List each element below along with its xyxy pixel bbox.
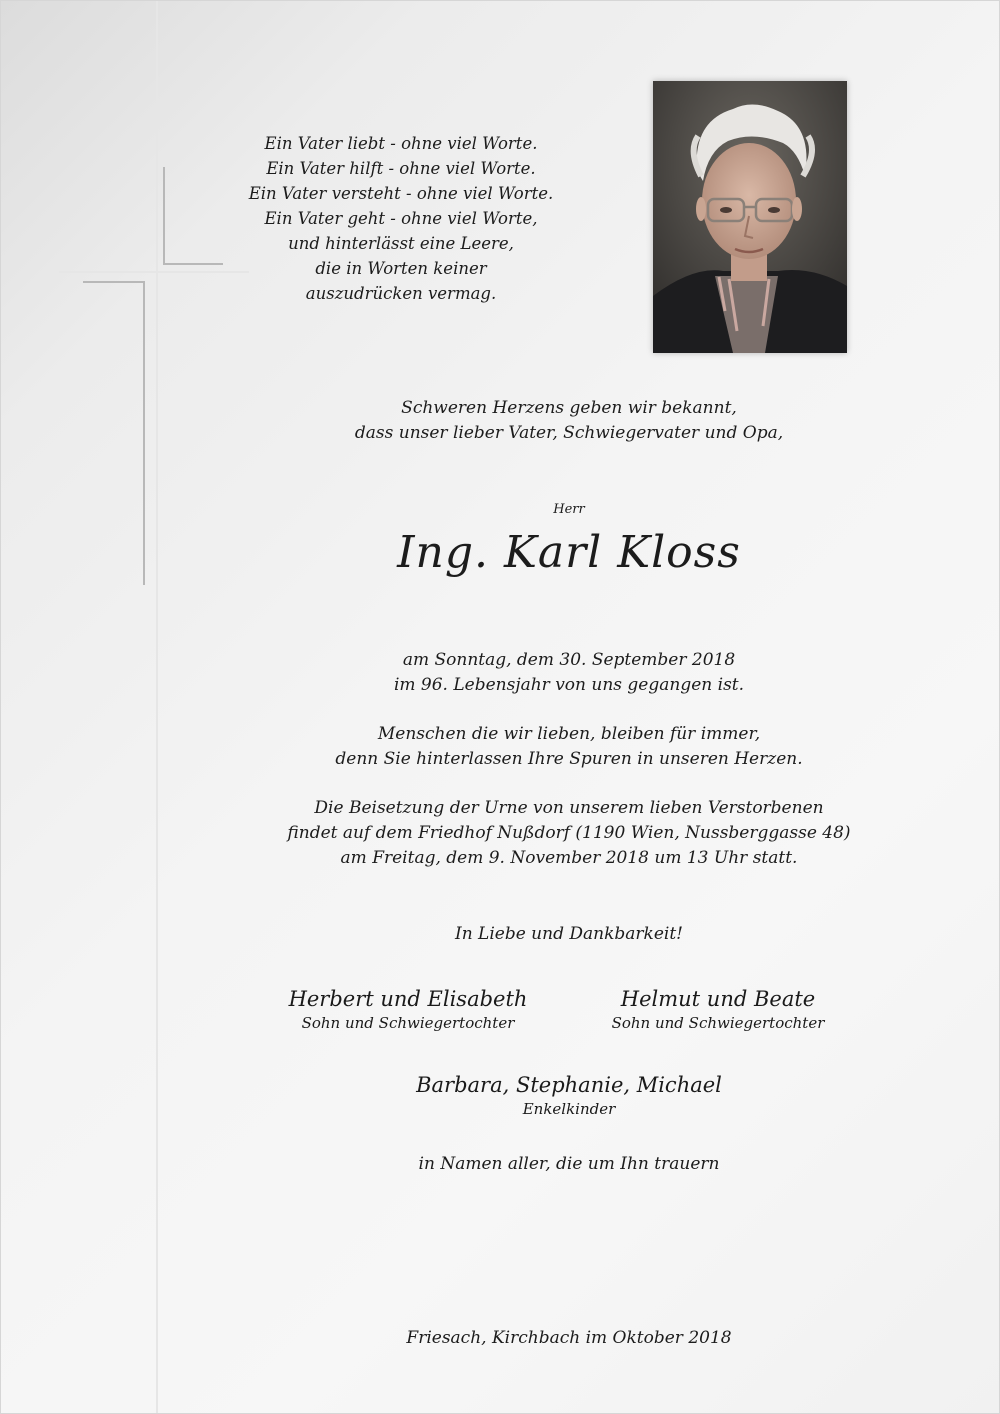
burial-line: am Freitag, dem 9. November 2018 um 13 Uhr statt. [340,848,798,868]
poem-line: Ein Vater hilft - ohne viel Worte. [266,159,536,178]
mourner-entry [369,1071,769,1119]
mourner-entry [258,985,558,1033]
mourner-name: Barbara, Stephanie, Michael [416,1073,722,1097]
burial-line: findet auf dem Friedhof Nußdorf (1190 Wien, Nussberggasse 48) [287,823,851,843]
closing-line: In Liebe und Dankbarkeit! [454,924,683,944]
poem-line: Ein Vater geht - ohne viel Worte, [264,209,538,228]
announcement [269,396,869,446]
honorific: Herr [553,502,585,517]
mourner-relation: Enkelkinder [522,1100,616,1118]
place-date: Friesach, Kirchbach im Oktober 2018 [406,1328,732,1348]
death-info [269,648,869,698]
announcement-line: dass unser lieber Vater, Schwiegervater und Opa, [354,423,784,443]
mourner-name: Herbert und Elisabeth [288,987,528,1011]
mourner-name: Helmut und Beate [620,987,816,1011]
mourner-relation: Sohn und Schwiegertochter [301,1014,515,1032]
portrait-photo [653,81,847,353]
family-note: in Namen aller, die um Ihn trauern [418,1154,720,1174]
death-info-line: am Sonntag, dem 30. September 2018 [402,650,736,670]
poem-line: auszudrücken vermag. [305,284,497,303]
deceased-name: Ing. Karl Kloss [397,527,741,578]
poem-line: Ein Vater versteht - ohne viel Worte. [248,184,554,203]
poem-line: und hinterlässt eine Leere, [288,234,514,253]
death-info-line: im 96. Lebensjahr von uns gegangen ist. [393,675,745,695]
quote-line: denn Sie hinterlassen Ihre Spuren in unseren Herzen. [335,749,803,769]
announcement-line: Schweren Herzens geben wir bekannt, [401,398,737,418]
mourner-entry [568,985,868,1033]
poem-line: die in Worten keiner [315,259,487,278]
memorial-quote [269,722,869,772]
poem [171,131,631,306]
burial-line: Die Beisetzung der Urne von unserem lieben Verstorbenen [314,798,824,818]
burial-info [241,796,897,871]
portrait-image [653,81,847,353]
poem-line: Ein Vater liebt - ohne viel Worte. [264,134,538,153]
quote-line: Menschen die wir lieben, bleiben für immer, [377,724,761,744]
mourner-relation: Sohn und Schwiegertochter [611,1014,825,1032]
